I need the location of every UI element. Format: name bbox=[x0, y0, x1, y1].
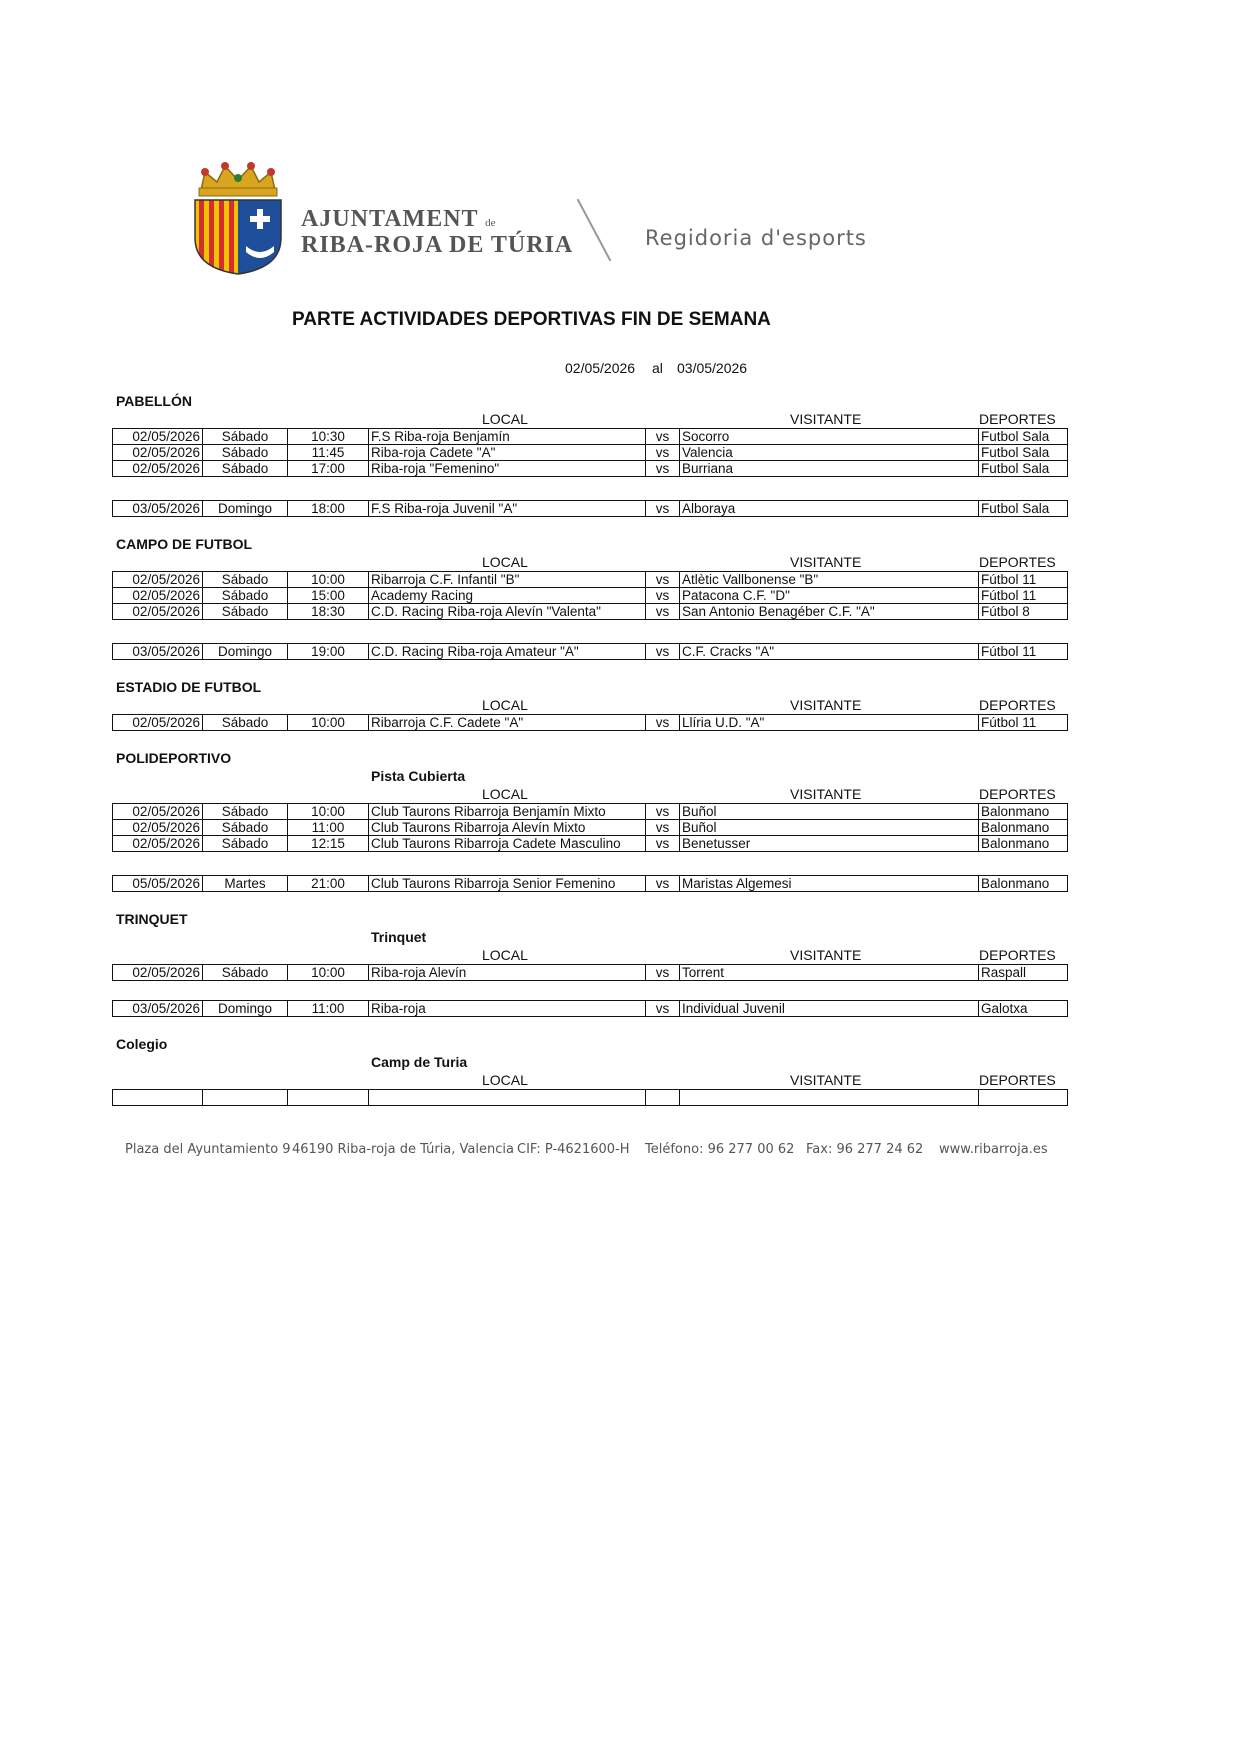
visiting-team: C.F. Cracks "A" bbox=[680, 644, 979, 660]
match-day: Sábado bbox=[203, 445, 288, 461]
column-header-deportes: DEPORTES bbox=[979, 411, 1056, 427]
match-date: 02/05/2026 bbox=[113, 804, 203, 820]
municipal-logo bbox=[183, 160, 903, 275]
vs-label: vs bbox=[646, 804, 680, 820]
vs-label: vs bbox=[646, 820, 680, 836]
match-day: Sábado bbox=[203, 588, 288, 604]
org-name-de: de bbox=[485, 217, 496, 229]
column-header-visitante: VISITANTE bbox=[790, 1072, 862, 1088]
organization-name bbox=[301, 208, 573, 256]
table-row bbox=[113, 644, 1068, 660]
section-title-polideportivo: POLIDEPORTIVO bbox=[116, 750, 232, 766]
vs-label: vs bbox=[646, 644, 680, 660]
footer-phone: Teléfono: 96 277 00 62 bbox=[645, 1142, 795, 1157]
column-header-local: LOCAL bbox=[482, 697, 528, 713]
local-team: Academy Racing bbox=[369, 588, 646, 604]
vs-label: vs bbox=[646, 501, 680, 517]
match-day: Domingo bbox=[203, 1001, 288, 1017]
match-date: 03/05/2026 bbox=[113, 644, 203, 660]
match-time: 11:45 bbox=[288, 445, 369, 461]
column-header-visitante: VISITANTE bbox=[790, 411, 862, 427]
match-time: 11:00 bbox=[288, 1001, 369, 1017]
local-team: C.D. Racing Riba-roja Alevín "Valenta" bbox=[369, 604, 646, 620]
match-date: 02/05/2026 bbox=[113, 429, 203, 445]
date-to: 03/05/2026 bbox=[677, 360, 748, 376]
match-time: 15:00 bbox=[288, 588, 369, 604]
sport: Fútbol 11 bbox=[979, 644, 1068, 660]
vs-label: vs bbox=[646, 572, 680, 588]
table-row bbox=[113, 836, 1068, 852]
column-header-visitante: VISITANTE bbox=[790, 947, 862, 963]
schedule-table-trinquet-2 bbox=[112, 1000, 1068, 1017]
visiting-team: Buñol bbox=[680, 820, 979, 836]
sport: Futbol Sala bbox=[979, 461, 1068, 477]
visiting-team: Burriana bbox=[680, 461, 979, 477]
vs-label: vs bbox=[646, 604, 680, 620]
column-header-visitante: VISITANTE bbox=[790, 786, 862, 802]
schedule-table-trinquet-1 bbox=[112, 964, 1068, 981]
visiting-team: Maristas Algemesi bbox=[680, 876, 979, 892]
schedule-table-estadio-1 bbox=[112, 714, 1068, 731]
match-time: 19:00 bbox=[288, 644, 369, 660]
match-day: Sábado bbox=[203, 715, 288, 731]
column-header-deportes: DEPORTES bbox=[979, 786, 1056, 802]
subsection-title-trinquet: Trinquet bbox=[371, 929, 427, 945]
schedule-table-colegio-1 bbox=[112, 1089, 1068, 1106]
match-date: 02/05/2026 bbox=[113, 965, 203, 981]
footer-web[interactable]: www.ribarroja.es bbox=[939, 1142, 1048, 1157]
local-team: Riba-roja bbox=[369, 1001, 646, 1017]
table-row bbox=[113, 715, 1068, 731]
footer-cif: CIF: P-4621600-H bbox=[517, 1142, 630, 1157]
local-team: F.S Riba-roja Benjamín bbox=[369, 429, 646, 445]
sport: Raspall bbox=[979, 965, 1068, 981]
org-name-line1: AJUNTAMENT bbox=[301, 206, 479, 232]
match-date: 03/05/2026 bbox=[113, 501, 203, 517]
table-row bbox=[113, 445, 1068, 461]
vs-label bbox=[646, 1090, 680, 1106]
visiting-team: Buñol bbox=[680, 804, 979, 820]
column-header-visitante: VISITANTE bbox=[790, 697, 862, 713]
sport: Balonmano bbox=[979, 876, 1068, 892]
table-row bbox=[113, 1090, 1068, 1106]
visiting-team: Torrent bbox=[680, 965, 979, 981]
match-time: 11:00 bbox=[288, 820, 369, 836]
vs-label: vs bbox=[646, 461, 680, 477]
local-team: Club Taurons Ribarroja Cadete Masculino bbox=[369, 836, 646, 852]
local-team: Riba-roja Alevín bbox=[369, 965, 646, 981]
match-date: 03/05/2026 bbox=[113, 1001, 203, 1017]
section-title-estadio: ESTADIO DE FUTBOL bbox=[116, 679, 262, 695]
match-time: 12:15 bbox=[288, 836, 369, 852]
visiting-team: Alboraya bbox=[680, 501, 979, 517]
match-day: Domingo bbox=[203, 501, 288, 517]
vs-label: vs bbox=[646, 965, 680, 981]
sport: Fútbol 11 bbox=[979, 588, 1068, 604]
match-day: Sábado bbox=[203, 965, 288, 981]
vs-label: vs bbox=[646, 588, 680, 604]
vs-label: vs bbox=[646, 445, 680, 461]
column-header-visitante: VISITANTE bbox=[790, 554, 862, 570]
match-day: Sábado bbox=[203, 461, 288, 477]
table-row bbox=[113, 588, 1068, 604]
column-header-deportes: DEPORTES bbox=[979, 554, 1056, 570]
schedule-table-pabellon-1 bbox=[112, 428, 1068, 477]
sport: Galotxa bbox=[979, 1001, 1068, 1017]
match-date: 02/05/2026 bbox=[113, 715, 203, 731]
vs-label: vs bbox=[646, 876, 680, 892]
table-row bbox=[113, 1001, 1068, 1017]
sport bbox=[979, 1090, 1068, 1106]
local-team: Riba-roja Cadete "A" bbox=[369, 445, 646, 461]
sport: Fútbol 8 bbox=[979, 604, 1068, 620]
local-team: C.D. Racing Riba-roja Amateur "A" bbox=[369, 644, 646, 660]
local-team: Club Taurons Ribarroja Alevín Mixto bbox=[369, 820, 646, 836]
sport: Fútbol 11 bbox=[979, 572, 1068, 588]
date-from: 02/05/2026 bbox=[565, 360, 636, 376]
table-row bbox=[113, 572, 1068, 588]
visiting-team: Socorro bbox=[680, 429, 979, 445]
match-time: 18:00 bbox=[288, 501, 369, 517]
visiting-team bbox=[680, 1090, 979, 1106]
visiting-team: Atlètic Vallbonense "B" bbox=[680, 572, 979, 588]
local-team: Riba-roja "Femenino" bbox=[369, 461, 646, 477]
match-day: Domingo bbox=[203, 644, 288, 660]
local-team: F.S Riba-roja Juvenil "A" bbox=[369, 501, 646, 517]
sport: Fútbol 11 bbox=[979, 715, 1068, 731]
table-row bbox=[113, 876, 1068, 892]
footer-address: Plaza del Ayuntamiento 9 bbox=[125, 1142, 291, 1157]
match-day: Sábado bbox=[203, 572, 288, 588]
visiting-team: Patacona C.F. "D" bbox=[680, 588, 979, 604]
visiting-team: Individual Juvenil bbox=[680, 1001, 979, 1017]
table-row bbox=[113, 965, 1068, 981]
sport: Futbol Sala bbox=[979, 429, 1068, 445]
date-connector: al bbox=[652, 360, 663, 376]
org-name-line2: RIBA-ROJA DE TÚRIA bbox=[301, 232, 574, 258]
department-name: Regidoria d'esports bbox=[645, 226, 867, 250]
column-header-deportes: DEPORTES bbox=[979, 947, 1056, 963]
match-day: Sábado bbox=[203, 429, 288, 445]
match-day bbox=[203, 1090, 288, 1106]
vs-label: vs bbox=[646, 715, 680, 731]
table-row bbox=[113, 461, 1068, 477]
match-day: Martes bbox=[203, 876, 288, 892]
footer-city: 46190 Riba-roja de Túria, Valencia bbox=[292, 1142, 514, 1157]
match-time: 10:00 bbox=[288, 572, 369, 588]
footer-fax: Fax: 96 277 24 62 bbox=[806, 1142, 924, 1157]
sport: Balonmano bbox=[979, 804, 1068, 820]
match-time: 10:00 bbox=[288, 965, 369, 981]
column-header-local: LOCAL bbox=[482, 786, 528, 802]
match-time: 18:30 bbox=[288, 604, 369, 620]
column-header-local: LOCAL bbox=[482, 554, 528, 570]
local-team: Club Taurons Ribarroja Benjamín Mixto bbox=[369, 804, 646, 820]
match-date: 02/05/2026 bbox=[113, 461, 203, 477]
match-day: Sábado bbox=[203, 804, 288, 820]
match-date: 02/05/2026 bbox=[113, 445, 203, 461]
subsection-title-camp-de-turia: Camp de Turia bbox=[371, 1054, 468, 1070]
visiting-team: Llíria U.D. "A" bbox=[680, 715, 979, 731]
schedule-table-polideportivo-2 bbox=[112, 875, 1068, 892]
table-row bbox=[113, 429, 1068, 445]
match-day: Sábado bbox=[203, 820, 288, 836]
column-header-local: LOCAL bbox=[482, 1072, 528, 1088]
table-row bbox=[113, 820, 1068, 836]
match-time: 10:30 bbox=[288, 429, 369, 445]
match-date bbox=[113, 1090, 203, 1106]
match-time: 10:00 bbox=[288, 715, 369, 731]
match-time: 21:00 bbox=[288, 876, 369, 892]
match-date: 02/05/2026 bbox=[113, 836, 203, 852]
sport: Balonmano bbox=[979, 820, 1068, 836]
logo-divider bbox=[577, 199, 612, 262]
sport: Futbol Sala bbox=[979, 501, 1068, 517]
section-title-trinquet: TRINQUET bbox=[116, 911, 188, 927]
visiting-team: Benetusser bbox=[680, 836, 979, 852]
column-header-deportes: DEPORTES bbox=[979, 1072, 1056, 1088]
local-team: Club Taurons Ribarroja Senior Femenino bbox=[369, 876, 646, 892]
match-time: 17:00 bbox=[288, 461, 369, 477]
section-title-campo: CAMPO DE FUTBOL bbox=[116, 536, 253, 552]
visiting-team: Valencia bbox=[680, 445, 979, 461]
sport: Futbol Sala bbox=[979, 445, 1068, 461]
table-row bbox=[113, 604, 1068, 620]
section-title-colegio: Colegio bbox=[116, 1036, 168, 1052]
local-team: Ribarroja C.F. Infantil "B" bbox=[369, 572, 646, 588]
table-row bbox=[113, 501, 1068, 517]
coat-of-arms-icon bbox=[183, 160, 293, 275]
visiting-team: San Antonio Benagéber C.F. "A" bbox=[680, 604, 979, 620]
local-team: Ribarroja C.F. Cadete "A" bbox=[369, 715, 646, 731]
schedule-table-campo-2 bbox=[112, 643, 1068, 660]
table-row bbox=[113, 804, 1068, 820]
match-date: 05/05/2026 bbox=[113, 876, 203, 892]
match-date: 02/05/2026 bbox=[113, 572, 203, 588]
sport: Balonmano bbox=[979, 836, 1068, 852]
column-header-deportes: DEPORTES bbox=[979, 697, 1056, 713]
match-date: 02/05/2026 bbox=[113, 820, 203, 836]
schedule-table-polideportivo-1 bbox=[112, 803, 1068, 852]
match-date: 02/05/2026 bbox=[113, 604, 203, 620]
vs-label: vs bbox=[646, 1001, 680, 1017]
vs-label: vs bbox=[646, 429, 680, 445]
column-header-local: LOCAL bbox=[482, 947, 528, 963]
subsection-title-pista-cubierta: Pista Cubierta bbox=[371, 768, 466, 784]
local-team bbox=[369, 1090, 646, 1106]
document-title: PARTE ACTIVIDADES DEPORTIVAS FIN DE SEMANA bbox=[292, 309, 771, 330]
section-title-pabellon: PABELLÓN bbox=[116, 393, 192, 409]
match-day: Sábado bbox=[203, 836, 288, 852]
match-day: Sábado bbox=[203, 604, 288, 620]
match-time: 10:00 bbox=[288, 804, 369, 820]
schedule-table-pabellon-2 bbox=[112, 500, 1068, 517]
schedule-table-campo-1 bbox=[112, 571, 1068, 620]
match-time bbox=[288, 1090, 369, 1106]
match-date: 02/05/2026 bbox=[113, 588, 203, 604]
vs-label: vs bbox=[646, 836, 680, 852]
column-header-local: LOCAL bbox=[482, 411, 528, 427]
